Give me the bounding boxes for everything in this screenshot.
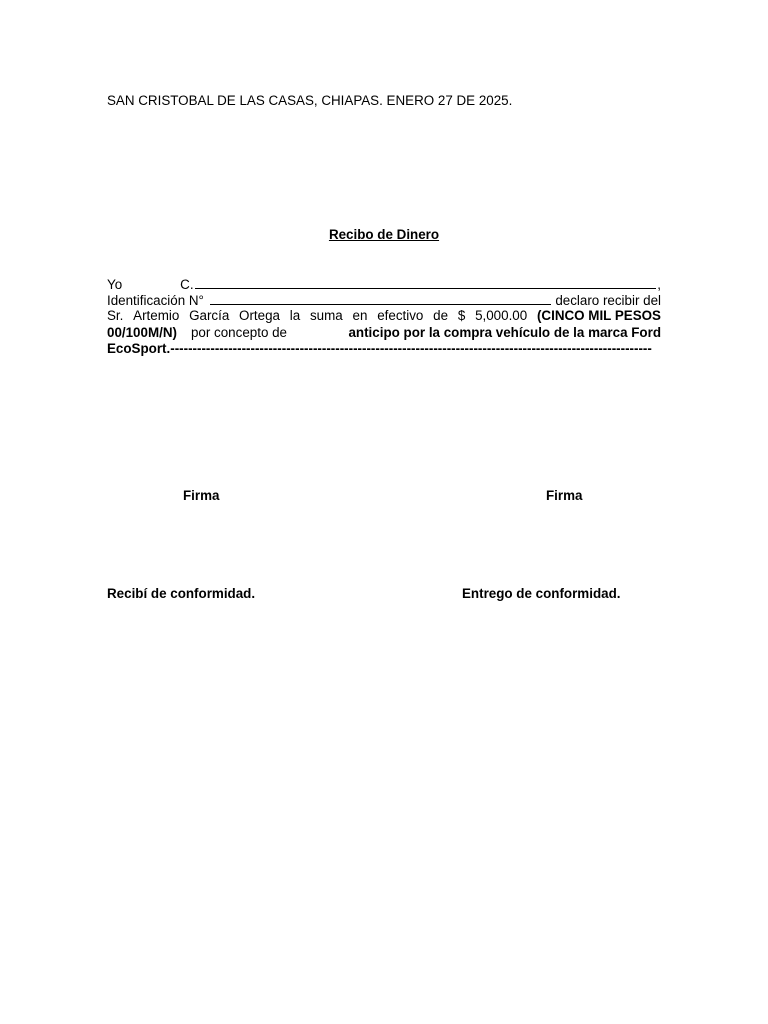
document-title: Recibo de Dinero	[328, 227, 440, 242]
received-conformity: Recibí de conformidad.	[107, 586, 256, 601]
amount-word: en	[352, 308, 368, 324]
amount-word: Artemio	[133, 308, 180, 324]
identification-blank-line	[210, 292, 551, 305]
delivered-conformity: Entrego de conformidad.	[462, 586, 621, 601]
amount-in-words-part1: (CINCO MIL PESOS	[536, 308, 661, 324]
c-prefix: C.	[180, 277, 194, 292]
line-concept	[107, 325, 661, 341]
place-and-date: SAN CRISTOBAL DE LAS CASAS, CHIAPAS. ENERO 27 DE 2025.	[107, 93, 513, 108]
amount-word: 5,000.00	[475, 308, 528, 324]
line-recipient-name	[107, 276, 661, 292]
amount-word: $	[457, 308, 466, 324]
line-concept-end	[107, 341, 661, 357]
line-identification	[107, 292, 661, 308]
yo-word: Yo	[107, 277, 123, 292]
line-amount	[107, 308, 661, 324]
receipt-body	[107, 276, 661, 357]
amount-word: de	[433, 308, 449, 324]
concept-part1: anticipo por la compra vehículo de la marca Ford	[348, 324, 661, 340]
amount-word: Ortega	[239, 308, 280, 324]
comma: ,	[657, 277, 661, 292]
amount-in-words-part2: 00/100M/N)	[107, 324, 177, 340]
por-concepto-text: por concepto de	[190, 324, 288, 340]
amount-word: García	[189, 308, 230, 324]
declaro-text: declaro recibir del	[555, 293, 661, 309]
signature-label-left: Firma	[183, 488, 220, 503]
name-blank-line	[195, 276, 657, 289]
amount-word: la	[289, 308, 301, 324]
identification-label: Identificación N°	[107, 293, 204, 309]
filler-dashes: ------------------------------------------------------------------------------------------------------------	[170, 340, 652, 356]
amount-word: suma	[309, 308, 343, 324]
signature-label-right: Firma	[546, 488, 583, 503]
concept-part2: EcoSport.	[107, 340, 171, 356]
amount-word: Sr.	[107, 308, 124, 324]
amount-word: efectivo	[377, 308, 424, 324]
